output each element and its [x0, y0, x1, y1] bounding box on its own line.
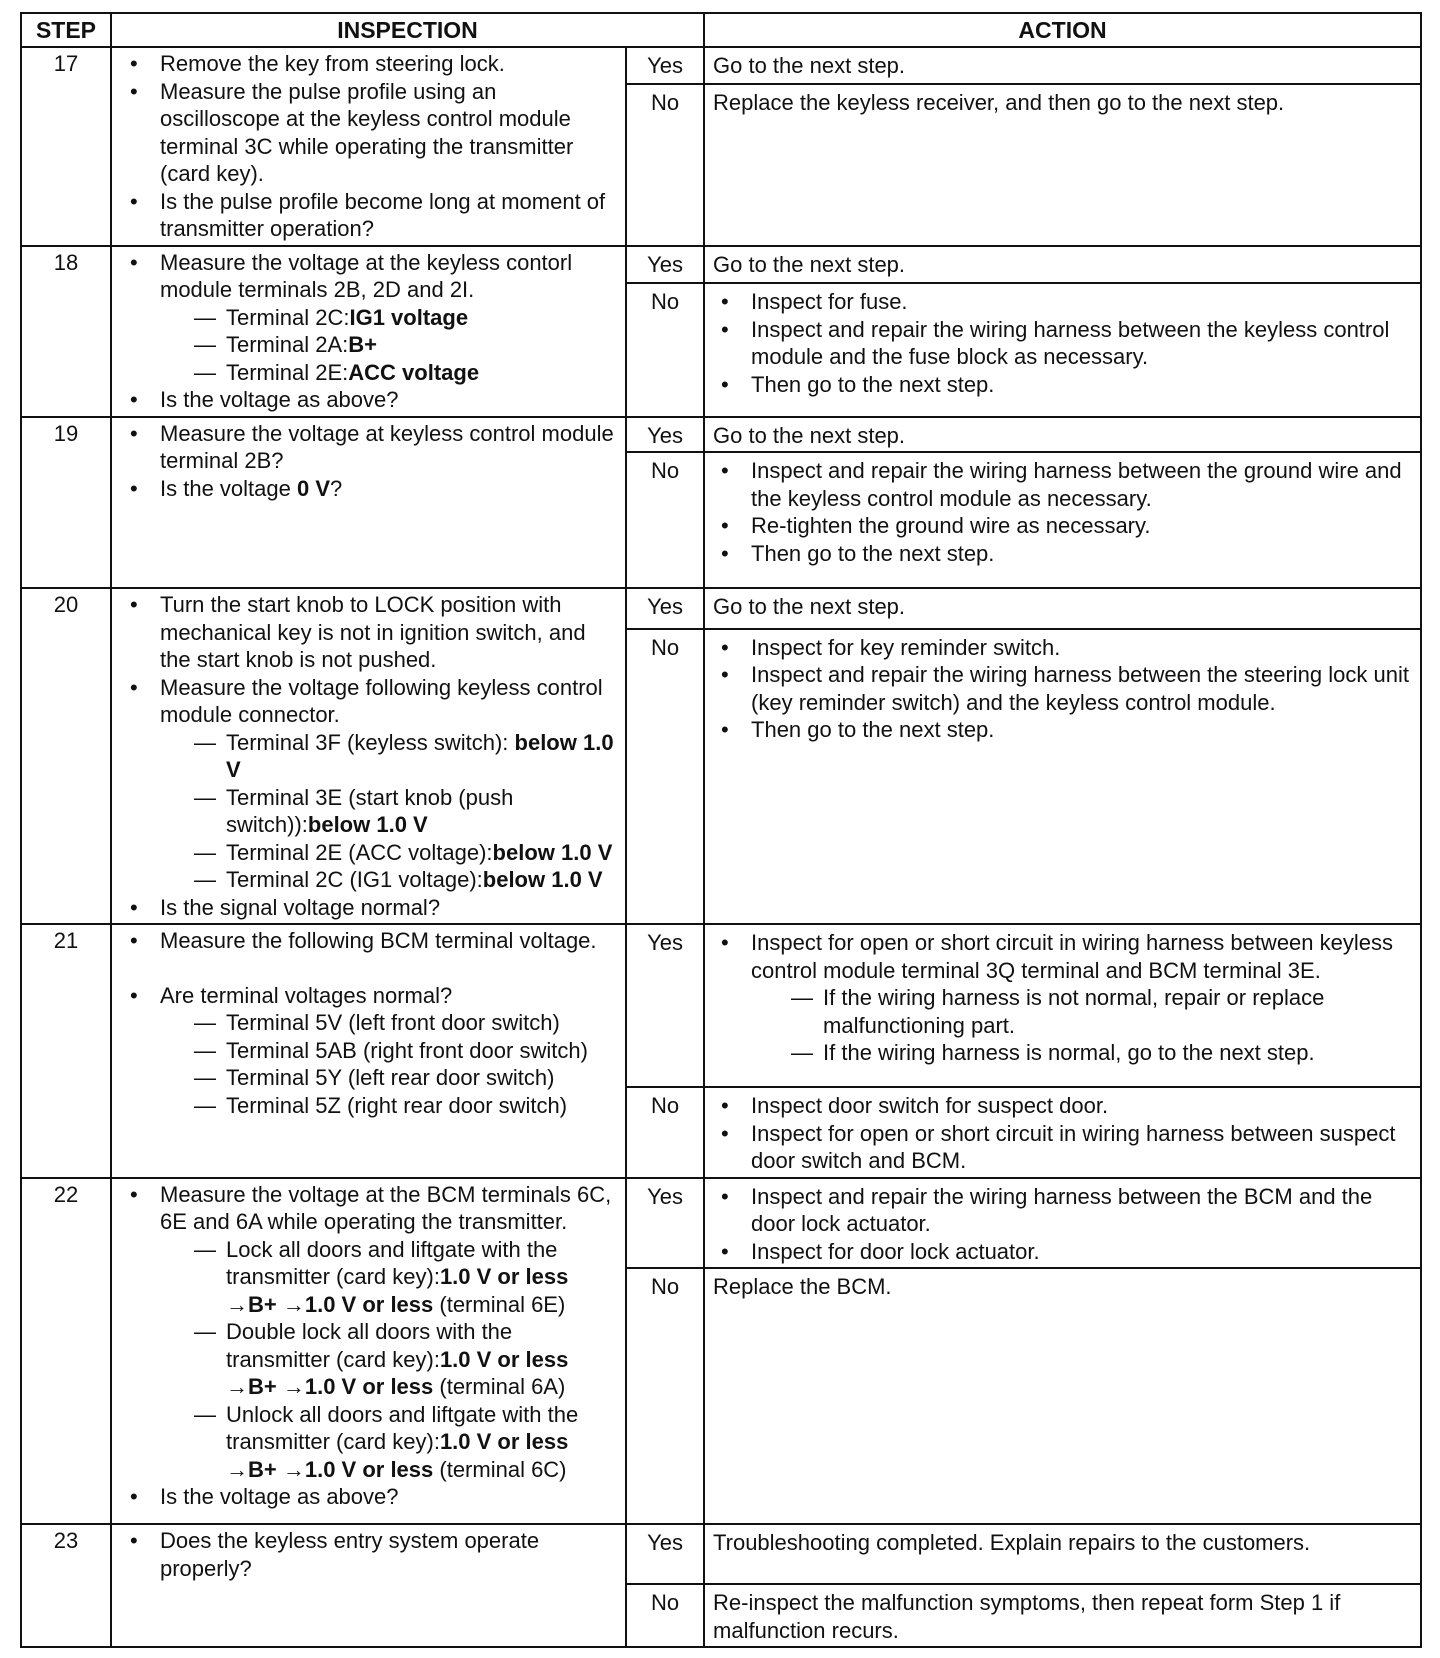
step-19-yes-row: [21, 417, 1421, 453]
no-action: [704, 1087, 1421, 1178]
terminal-item: — Terminal 5AB (right front door switch): [160, 1037, 617, 1065]
list-item: • Then go to the next step.: [713, 716, 1412, 744]
terminal-value: below 1.0 V: [492, 839, 613, 865]
list-item: • Turn the start knob to LOCK position with mechanical key is not in ignition switch, and the start knob is not pushed.: [122, 591, 617, 674]
step-number: 20: [21, 588, 111, 924]
terminal-label: Double lock all doors with the transmitter (card key):: [226, 1319, 513, 1372]
spacer: [122, 955, 617, 982]
terminal-item: [160, 304, 617, 332]
inspection-cell: [111, 417, 626, 589]
terminal-item: [160, 1318, 617, 1401]
terminal-label: Terminal 2C:: [226, 304, 350, 330]
list-item: • Does the keyless entry system operate properly?: [122, 1527, 617, 1582]
terminal-value: 1.0 V or less →B+ →1.0 V or less: [226, 1264, 569, 1317]
terminal-value: B+: [348, 332, 378, 357]
no-label: No: [626, 629, 704, 924]
list-item: • Inspect for key reminder switch.: [713, 634, 1412, 662]
yes-label: Yes: [626, 588, 704, 629]
list-item: • Inspect for door lock actuator.: [713, 1238, 1412, 1266]
terminal-item: — Terminal 5Z (right rear door switch): [160, 1092, 617, 1120]
header-row: [21, 13, 1421, 47]
voltage-value: 0 V: [296, 475, 331, 501]
list-item: • Is the voltage as above?: [122, 386, 617, 414]
step-18-yes-row: [21, 246, 1421, 284]
step-number: 18: [21, 246, 111, 417]
terminal-tail: (terminal 6C): [433, 1456, 567, 1482]
terminal-label: Terminal 3E (start knob (push switch)):: [226, 784, 514, 837]
step-number: 17: [21, 47, 111, 246]
terminal-tail: (terminal 6E): [433, 1291, 566, 1317]
bullet-text: Measure the voltage following keyless control module connector.: [160, 674, 603, 727]
list-item: [122, 249, 617, 387]
list-item: • Inspect and repair the wiring harness between the ground wire and the keyless control module as necessary.: [713, 457, 1412, 512]
terminal-value: below 1.0 V: [226, 729, 614, 782]
step-22-yes-row: [21, 1178, 1421, 1269]
bullet-text: Measure the voltage at the BCM terminals 6C, 6E and 6A while operating the transmitter.: [160, 1181, 612, 1234]
terminal-value: 1.0 V or less →B+ →1.0 V or less: [226, 1429, 569, 1482]
terminal-value: IG1 voltage: [349, 304, 469, 330]
sub-item: — If the wiring harness is normal, go to the next step.: [751, 1039, 1412, 1067]
no-action: [704, 629, 1421, 924]
terminal-item: [160, 866, 617, 894]
no-label: No: [626, 452, 704, 588]
no-label: No: [626, 84, 704, 245]
list-item: [122, 1181, 617, 1484]
step-number: 23: [21, 1524, 111, 1647]
inspection-cell: [111, 588, 626, 924]
terminal-label: Terminal 2A:: [226, 332, 349, 357]
sub-item: — If the wiring harness is not normal, repair or replace malfunctioning part.: [751, 984, 1412, 1039]
troubleshooting-table: [20, 12, 1422, 1648]
terminal-item: [160, 331, 617, 359]
terminal-label: Terminal 2E (ACC voltage):: [226, 839, 493, 865]
yes-action: Go to the next step.: [704, 588, 1421, 629]
list-item: • Then go to the next step.: [713, 371, 1412, 399]
list-item: • Then go to the next step.: [713, 540, 1412, 568]
step-number: 22: [21, 1178, 111, 1525]
no-label: No: [626, 1584, 704, 1647]
no-action: Re-inspect the malfunction symptoms, then repeat form Step 1 if malfunction recurs.: [704, 1584, 1421, 1647]
list-item: • Inspect for open or short circuit in wiring harness between suspect door switch and BCM.: [713, 1120, 1412, 1175]
terminal-item: [160, 729, 617, 784]
no-action: Replace the BCM.: [704, 1268, 1421, 1524]
yes-label: Yes: [626, 417, 704, 453]
terminal-item: [160, 839, 617, 867]
list-item: • Inspect and repair the wiring harness between the BCM and the door lock actuator.: [713, 1183, 1412, 1238]
step-number: 19: [21, 417, 111, 589]
terminal-value: below 1.0 V: [482, 867, 603, 892]
list-item: • Is the signal voltage normal?: [122, 894, 617, 922]
list-item: • Measure the pulse profile using an oscilloscope at the keyless control module terminal 3C while operating the transmitter (card key).: [122, 78, 617, 188]
terminal-label: Lock all doors and liftgate with the transmitter (card key):: [226, 1236, 558, 1289]
terminal-value: ACC voltage: [348, 359, 480, 385]
header-action: ACTION: [704, 13, 1421, 47]
header-step: STEP: [21, 13, 111, 47]
list-item: • Re-tighten the ground wire as necessary.: [713, 512, 1412, 540]
terminal-tail: (terminal 6A): [433, 1374, 566, 1399]
inspection-cell: [111, 47, 626, 246]
yes-label: Yes: [626, 924, 704, 1087]
inspection-cell: [111, 246, 626, 417]
bullet-text: Measure the voltage at the keyless contorl module terminals 2B, 2D and 2I.: [160, 249, 573, 302]
yes-action: Go to the next step.: [704, 417, 1421, 453]
yes-label: Yes: [626, 246, 704, 284]
step-23-yes-row: [21, 1524, 1421, 1584]
list-item: • Is the pulse profile become long at moment of transmitter operation?: [122, 188, 617, 243]
step-17-yes-row: [21, 47, 1421, 84]
no-action: [704, 452, 1421, 588]
no-label: No: [626, 283, 704, 416]
yes-label: Yes: [626, 1524, 704, 1584]
no-label: No: [626, 1268, 704, 1524]
no-action: Replace the keyless receiver, and then go to the next step.: [704, 84, 1421, 245]
list-item: • Is the voltage as above?: [122, 1483, 617, 1511]
terminal-value: below 1.0 V: [307, 812, 428, 837]
no-action: [704, 283, 1421, 416]
list-item: • Inspect and repair the wiring harness between the steering lock unit (key reminder switch) and the keyless control module.: [713, 661, 1412, 716]
terminal-item: [160, 1236, 617, 1319]
yes-action: Go to the next step.: [704, 246, 1421, 284]
list-item: [122, 674, 617, 894]
terminal-label: Terminal 2C (IG1 voltage):: [226, 867, 483, 892]
terminal-item: — Terminal 5Y (left rear door switch): [160, 1064, 617, 1092]
yes-label: Yes: [626, 47, 704, 84]
no-label: No: [626, 1087, 704, 1178]
list-item: • Remove the key from steering lock.: [122, 50, 617, 78]
header-inspection: INSPECTION: [111, 13, 704, 47]
yes-action: Go to the next step.: [704, 47, 1421, 84]
terminal-value: 1.0 V or less →B+ →1.0 V or less: [226, 1346, 569, 1399]
yes-label: Yes: [626, 1178, 704, 1269]
inspection-cell: [111, 1178, 626, 1525]
bullet-text: ?: [330, 475, 343, 501]
list-item: [122, 982, 617, 1120]
terminal-item: — Terminal 5V (left front door switch): [160, 1009, 617, 1037]
bullet-text: Inspect for open or short circuit in wiring harness between keyless control module terminal 3Q terminal and BCM terminal 3E.: [751, 930, 1393, 983]
yes-action: Troubleshooting completed. Explain repairs to the customers.: [704, 1524, 1421, 1584]
list-item: [122, 475, 617, 503]
terminal-label: Unlock all doors and liftgate with the transmitter (card key):: [226, 1401, 579, 1454]
list-item: • Inspect for fuse.: [713, 288, 1412, 316]
terminal-item: [160, 1401, 617, 1484]
bullet-text: Is the voltage: [160, 475, 297, 501]
yes-action: [704, 924, 1421, 1087]
terminal-label: Terminal 3F (keyless switch):: [226, 729, 515, 755]
step-20-yes-row: [21, 588, 1421, 629]
list-item: • Measure the following BCM terminal voltage.: [122, 927, 617, 955]
terminal-item: [160, 784, 617, 839]
inspection-cell: [111, 924, 626, 1178]
inspection-cell: [111, 1524, 626, 1647]
list-item: • Measure the voltage at keyless control module terminal 2B?: [122, 420, 617, 475]
list-item: [713, 929, 1412, 1067]
list-item: • Inspect and repair the wiring harness between the keyless control module and the fuse block as necessary.: [713, 316, 1412, 371]
yes-action: [704, 1178, 1421, 1269]
terminal-label: Terminal 2E:: [226, 359, 349, 385]
list-item: • Inspect door switch for suspect door.: [713, 1092, 1412, 1120]
step-21-yes-row: [21, 924, 1421, 1087]
bullet-text: Are terminal voltages normal?: [160, 982, 453, 1008]
terminal-item: [160, 359, 617, 387]
troubleshooting-table-page: [20, 12, 1422, 1648]
step-number: 21: [21, 924, 111, 1178]
